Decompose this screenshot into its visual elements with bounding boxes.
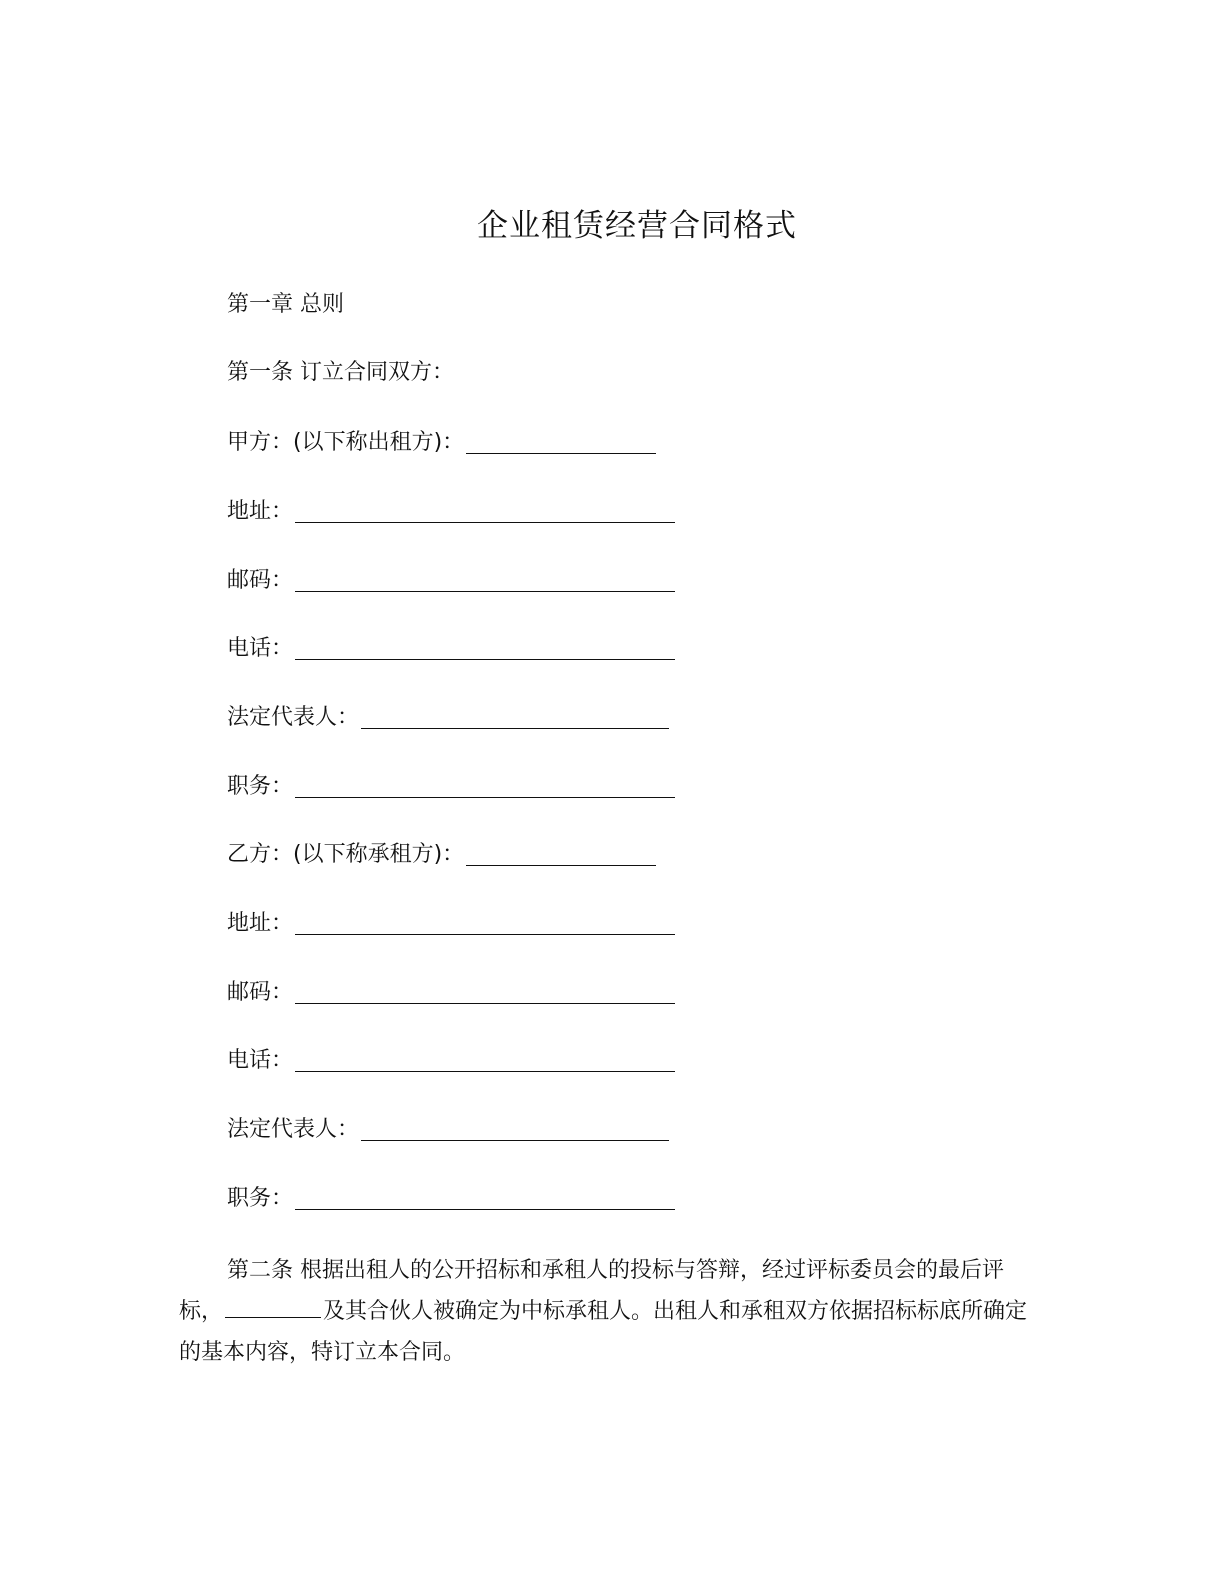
chapter-label: 第一章 总则: [227, 292, 344, 317]
party-b-address-blank[interactable]: [295, 912, 675, 935]
article-2-text-part2: 及其合伙人被确定为中标承租人。出租人和承租双方依据招标标底所确定的基本内容，特订立本合同。: [179, 1299, 1028, 1365]
party-b-address-row: [227, 907, 675, 939]
party-a-postcode-label: 邮码：: [227, 568, 294, 593]
party-a-address-blank[interactable]: [295, 500, 675, 523]
party-b-position-label: 职务：: [227, 1186, 294, 1211]
party-a-phone-label: 电话：: [227, 636, 294, 661]
article-1-heading: [227, 358, 454, 388]
article-2-text-part1: 第二条 根据出租人的公开招标和承租人的投标与答辩，经过评标委员会的最后评标，: [179, 1258, 1004, 1324]
party-a-address-label: 地址：: [227, 499, 294, 524]
party-b-row: [227, 838, 656, 870]
party-a-position-blank[interactable]: [295, 775, 675, 798]
party-b-postcode-blank[interactable]: [295, 981, 675, 1004]
party-a-legal-rep-blank[interactable]: [361, 706, 669, 729]
party-a-postcode-row: [227, 564, 675, 596]
party-a-row: [227, 426, 656, 458]
party-b-position-blank[interactable]: [295, 1187, 675, 1210]
party-b-legal-rep-label: 法定代表人：: [227, 1117, 360, 1142]
party-b-legal-rep-blank[interactable]: [361, 1118, 669, 1141]
party-a-legal-rep-row: [227, 701, 669, 733]
party-a-postcode-blank[interactable]: [295, 569, 675, 592]
party-b-phone-label: 电话：: [227, 1048, 294, 1073]
chapter-heading: [227, 290, 344, 320]
party-a-position-label: 职务：: [227, 774, 294, 799]
party-a-phone-blank[interactable]: [295, 637, 675, 660]
party-a-position-row: [227, 770, 675, 802]
article-1-label: 第一条 订立合同双方：: [227, 360, 454, 385]
party-b-legal-rep-row: [227, 1113, 669, 1145]
document-title: 企业租赁经营合同格式: [477, 208, 797, 244]
party-a-blank[interactable]: [466, 431, 656, 454]
party-b-label: 乙方：(以下称承租方)：: [227, 842, 465, 867]
party-b-phone-blank[interactable]: [295, 1049, 675, 1072]
party-a-label: 甲方：(以下称出租方)：: [227, 430, 465, 455]
party-b-postcode-row: [227, 976, 675, 1008]
party-b-postcode-label: 邮码：: [227, 980, 294, 1005]
party-b-position-row: [227, 1182, 675, 1214]
article-2-blank[interactable]: [225, 1297, 321, 1318]
party-a-phone-row: [227, 632, 675, 664]
party-b-blank[interactable]: [466, 843, 656, 866]
party-a-address-row: [227, 495, 675, 527]
party-b-phone-row: [227, 1044, 675, 1076]
article-2-paragraph: [179, 1250, 1039, 1373]
party-a-legal-rep-label: 法定代表人：: [227, 705, 360, 730]
party-b-address-label: 地址：: [227, 911, 294, 936]
